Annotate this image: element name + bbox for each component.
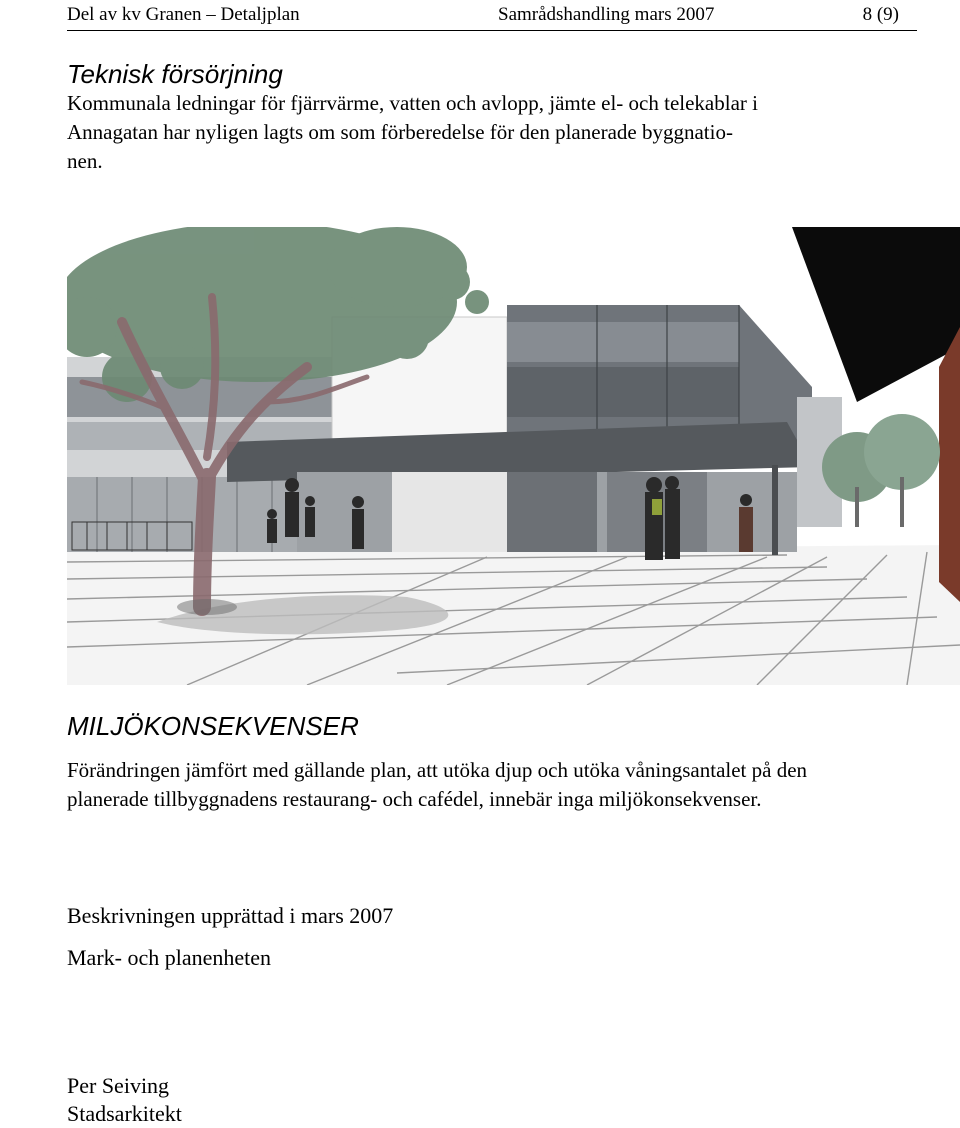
paragraph-teknisk-forsorjning bbox=[67, 89, 907, 176]
paragraph-line: Annagatan har nyligen lagts om som förberedelse för den planerade byggnatio- bbox=[67, 120, 733, 144]
building-rendering-svg bbox=[67, 227, 960, 685]
heading-teknisk-forsorjning: Teknisk försörjning bbox=[67, 59, 283, 89]
paragraph-miljokonsekvenser bbox=[67, 756, 907, 814]
paragraph-line: nen. bbox=[67, 149, 103, 173]
paragraph-line: Förändringen jämfört med gällande plan, att utöka djup och utöka våningsantalet på den bbox=[67, 758, 808, 782]
paragraph-line: planerade tillbyggnadens restaurang- och cafédel, innebär inga miljökonsekvenser. bbox=[67, 787, 762, 811]
department-name: Mark- och planenheten bbox=[67, 945, 272, 970]
prepared-date-line: Beskrivningen upprättad i mars 2007 bbox=[67, 903, 394, 928]
signatory-title: Stadsarkitekt bbox=[67, 1101, 182, 1126]
signatory-name: Per Seiving bbox=[67, 1073, 170, 1098]
header-document-status: Samrådshandling mars 2007 bbox=[498, 4, 715, 25]
building-rendering-image bbox=[67, 227, 960, 685]
header-page-number: 8 (9) bbox=[862, 4, 899, 25]
header-document-title: Del av kv Granen – Detaljplan bbox=[67, 4, 300, 25]
page-header bbox=[67, 0, 917, 31]
paragraph-line: Kommunala ledningar för fjärrvärme, vatten och avlopp, jämte el- och telekablar i bbox=[67, 91, 758, 115]
heading-miljokonsekvenser: MILJÖKONSEKVENSER bbox=[67, 711, 359, 741]
